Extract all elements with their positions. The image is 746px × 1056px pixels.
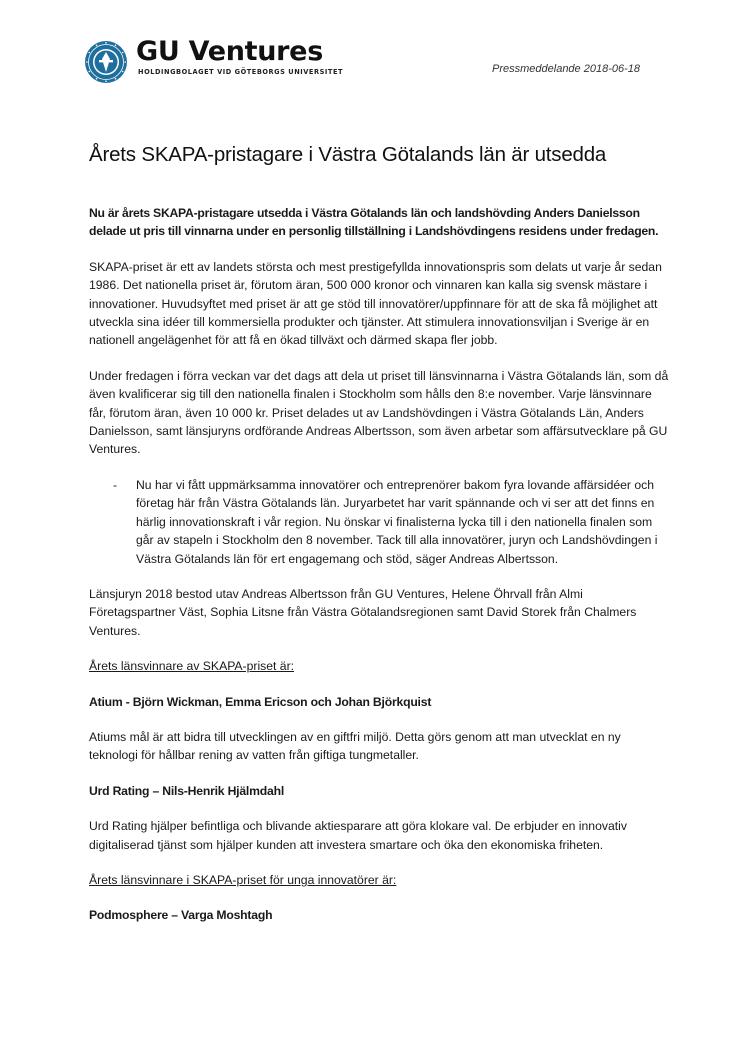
- quote-bullet: [89, 476, 669, 568]
- body-paragraph: Under fredagen i förra veckan var det dags att dela ut priset till länsvinnarna i Västra Götalands län, som då även kvalificerar sig till den nationella finalen i Stockholm som hålls den 8:e november. Varje länsvinnare får, förutom äran, även 10 000 kr. Priset delades ut av Landshövdingen i Västra Götalands Län, Anders Danielsson, samt länsjuryns ordförande Andreas Albertsson, som även arbetar som affärsutvecklare på GU Ventures.: [89, 368, 669, 457]
- body-paragraph: SKAPA-priset är ett av landets största och mest prestigefyllda innovationspris som delats ut varje år sedan 1986. Det nationella priset är, förutom äran, 500 000 kronor och vinnaren kan kalla sig svensk mästare i innovationer. Huvudsyftet med priset är att ge stöd till innovatörer/uppfinnare för att de ska få möjlighet att utveckla sina idéer till kommersiella produkter och tjänster. Att stimulera innovationsviljan i Sverige är en nationell angelägenhet för att få en ökad tillväxt och därmed skapa fler jobb.: [89, 259, 662, 348]
- letterhead: [84, 38, 664, 88]
- bullet-dash: -: [113, 477, 118, 492]
- brand-subtitle: HOLDINGBOLAGET VID GÖTEBORGS UNIVERSITET: [138, 68, 344, 76]
- page-title: Årets SKAPA-pristagare i Västra Götalands län är utsedda: [89, 143, 607, 166]
- press-release-date: Pressmeddelande 2018-06-18: [492, 63, 640, 75]
- brand-block: [136, 36, 343, 77]
- winner-name: Urd Rating – Nils-Henrik Hjälmdahl: [89, 783, 285, 798]
- winner-description: Atiums mål är att bidra till utvecklingen av en giftfri miljö. Detta görs genom att man utvecklat en ny teknologi för hållbar rening av vatten från giftiga tungmetaller.: [89, 729, 621, 763]
- young-winner-name: Podmosphere – Varga Moshtagh: [89, 908, 273, 923]
- winner-name: Atium - Björn Wickman, Emma Ericson och Johan Björkquist: [89, 694, 432, 709]
- section-heading-winners: Årets länsvinnare av SKAPA-priset är:: [89, 659, 295, 674]
- brand-name: GU Ventures: [136, 36, 323, 67]
- quote-text: Nu har vi fått uppmärksamma innovatörer och entreprenörer bakom fyra lovande affärsidéer och företag här från Västra Götalands län. Juryarbetet har varit spännande och vi ser att det finns en härlig innovationskraft i vår region. Nu önskar vi finalisterna lycka till i den nationella finalen som går av stapeln i Stockholm den 8 november. Tack till alla innovatörer, juryn och Landshövdingen i Västra Götalands län för ert engagemang och stöd, säger Andreas Albertsson.: [136, 477, 658, 566]
- university-seal-logo: [84, 40, 128, 84]
- section-heading-young-winners: Årets länsvinnare i SKAPA-priset för unga innovatörer är:: [89, 872, 397, 887]
- winner-description: Urd Rating hjälper befintliga och blivande aktiesparare att göra klokare val. De erbjuder en innovativ digitaliserad tjänst som hjälper kunden att investera smartare och öka den ekonomiska friheten.: [89, 819, 627, 852]
- article-body: [89, 204, 669, 942]
- jury-paragraph: Länsjuryn 2018 bestod utav Andreas Albertsson från GU Ventures, Helene Öhrvall från Almi Företagspartner Väst, Sophia Litsne från Västra Götalandsregionen samt David Storek från Chalmers Ventures.: [89, 586, 637, 638]
- lead-paragraph: Nu är årets SKAPA-pristagare utsedda i Västra Götalands län och landshövding Anders Danielsson delade ut pris till vinnarna under en personlig tillställning i Landshövdingens residens under fredagen.: [89, 206, 659, 239]
